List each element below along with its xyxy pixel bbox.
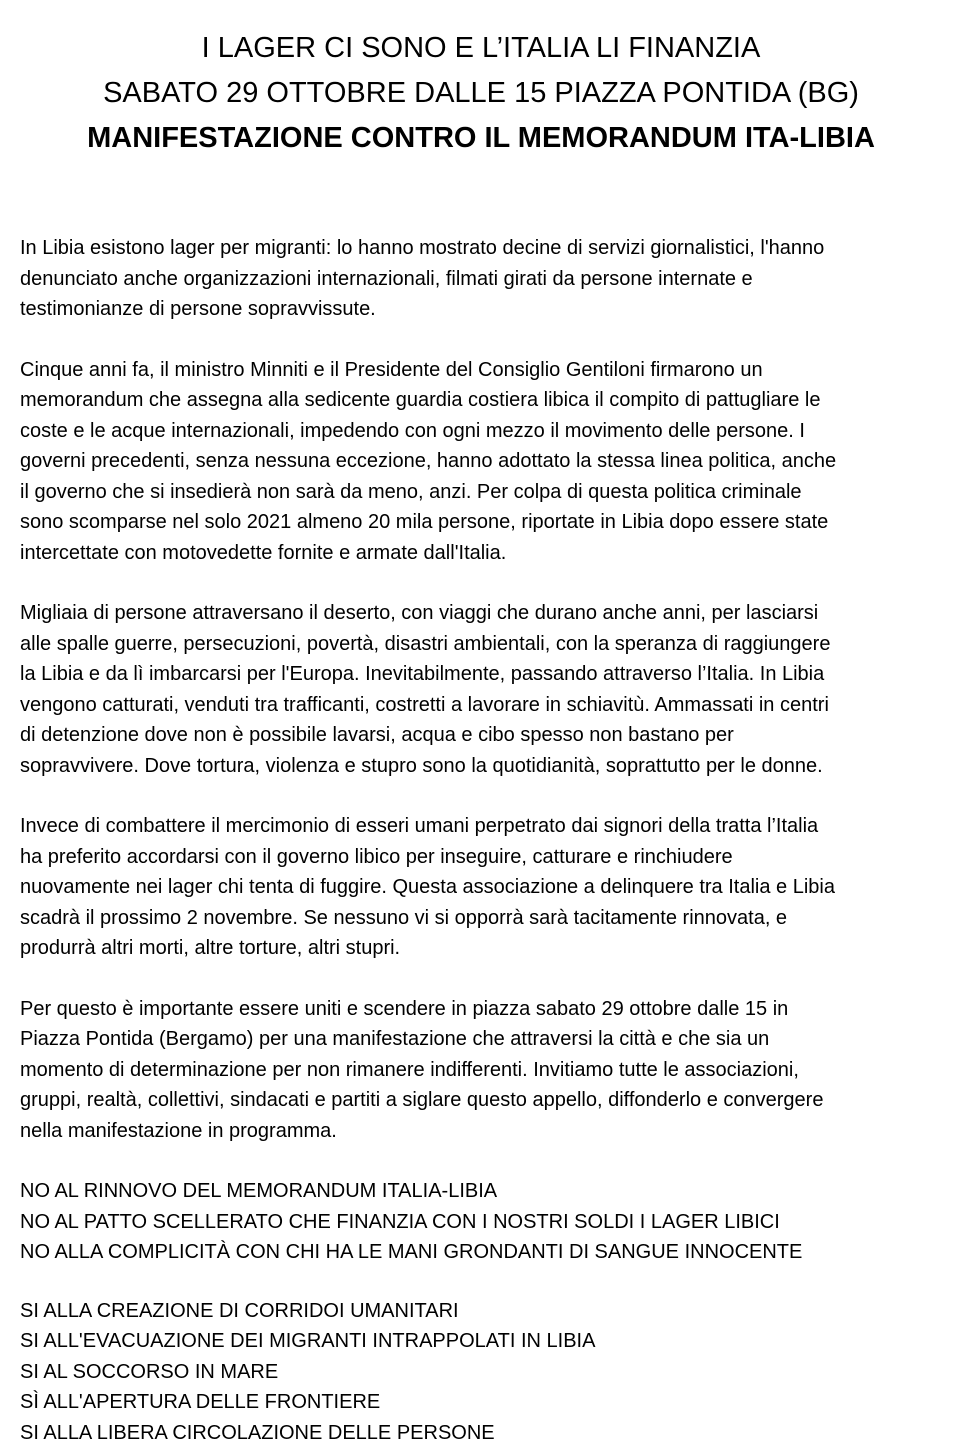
paragraph-3: Migliaia di persone attraversano il deserto, con viaggi che durano anche anni, per lasciarsi alle spalle guerre, persecuzioni, povertà, disastri ambientali, con la speranza di raggiungere la Libia e da lì imbarcarsi per l'Europa. Inevitabilmente, passando attraverso l’Italia. In Libia vengono catturati, venduti tra trafficanti, costretti a lavorare in schiavitù. Ammassati in centri di detenzione dove non è possibile lavarsi, acqua e cibo spesso non bastano per sopravvivere. Dove tortura, violenza e stupro sono la quotidianità, soprattutto per le donne.	[20, 598, 942, 781]
si-slogan-item: SÌ ALL'APERTURA DELLE FRONTIERE	[20, 1387, 942, 1418]
headline-line-2: SABATO 29 OTTOBRE DALLE 15 PIAZZA PONTIDA (BG)	[20, 71, 942, 116]
no-slogans-list	[20, 1176, 942, 1268]
no-slogan-item: NO ALLA COMPLICITÀ CON CHI HA LE MANI GRONDANTI DI SANGUE INNOCENTE	[20, 1237, 942, 1268]
si-slogan-item: SI ALLA CREAZIONE DI CORRIDOI UMANITARI	[20, 1296, 942, 1327]
headline-line-1: I LAGER CI SONO E L’ITALIA LI FINANZIA	[20, 26, 942, 71]
si-slogan-item: SI AL SOCCORSO IN MARE	[20, 1357, 942, 1388]
si-slogan-item: SI ALL'EVACUAZIONE DEI MIGRANTI INTRAPPOLATI IN LIBIA	[20, 1326, 942, 1357]
paragraph-2: Cinque anni fa, il ministro Minniti e il Presidente del Consiglio Gentiloni firmarono un memorandum che assegna alla sedicente guardia costiera libica il compito di pattugliare le coste e le acque internazionali, impedendo con ogni mezzo il movimento delle persone. I governi precedenti, senza nessuna eccezione, hanno adottato la stessa linea politica, anche il governo che si insedierà non sarà da meno, anzi. Per colpa di questa politica criminale sono scomparse nel solo 2021 almeno 20 mila persone, riportate in Libia dopo essere state intercettate con motovedette fornite e armate dall'Italia.	[20, 355, 942, 569]
headline-line-3: MANIFESTAZIONE CONTRO IL MEMORANDUM ITA-LIBIA	[20, 116, 942, 161]
no-slogan-item: NO AL RINNOVO DEL MEMORANDUM ITALIA-LIBIA	[20, 1176, 942, 1207]
si-slogan-item: SI ALLA LIBERA CIRCOLAZIONE DELLE PERSONE	[20, 1418, 942, 1448]
document-header	[20, 0, 942, 161]
si-slogans-list	[20, 1296, 942, 1448]
paragraph-1: In Libia esistono lager per migranti: lo hanno mostrato decine di servizi giornalistici, l'hanno denunciato anche organizzazioni internazionali, filmati girati da persone internate e testimonianze di persone sopravvissute.	[20, 233, 942, 325]
document-body	[20, 233, 942, 1448]
paragraph-4: Invece di combattere il mercimonio di esseri umani perpetrato dai signori della tratta l’Italia ha preferito accordarsi con il governo libico per inseguire, catturare e rinchiudere nuovamente nei lager chi tenta di fuggire. Questa associazione a delinquere tra Italia e Libia scadrà il prossimo 2 novembre. Se nessuno vi si opporrà sarà tacitamente rinnovata, e produrrà altri morti, altre torture, altri stupri.	[20, 811, 942, 964]
paragraph-5: Per questo è importante essere uniti e scendere in piazza sabato 29 ottobre dalle 15 in Piazza Pontida (Bergamo) per una manifestazione che attraversi la città e che sia un momento di determinazione per non rimanere indifferenti. Invitiamo tutte le associazioni, gruppi, realtà, collettivi, sindacati e partiti a siglare questo appello, diffonderlo e convergere nella manifestazione in programma.	[20, 994, 942, 1147]
no-slogan-item: NO AL PATTO SCELLERATO CHE FINANZIA CON I NOSTRI SOLDI I LAGER LIBICI	[20, 1207, 942, 1238]
